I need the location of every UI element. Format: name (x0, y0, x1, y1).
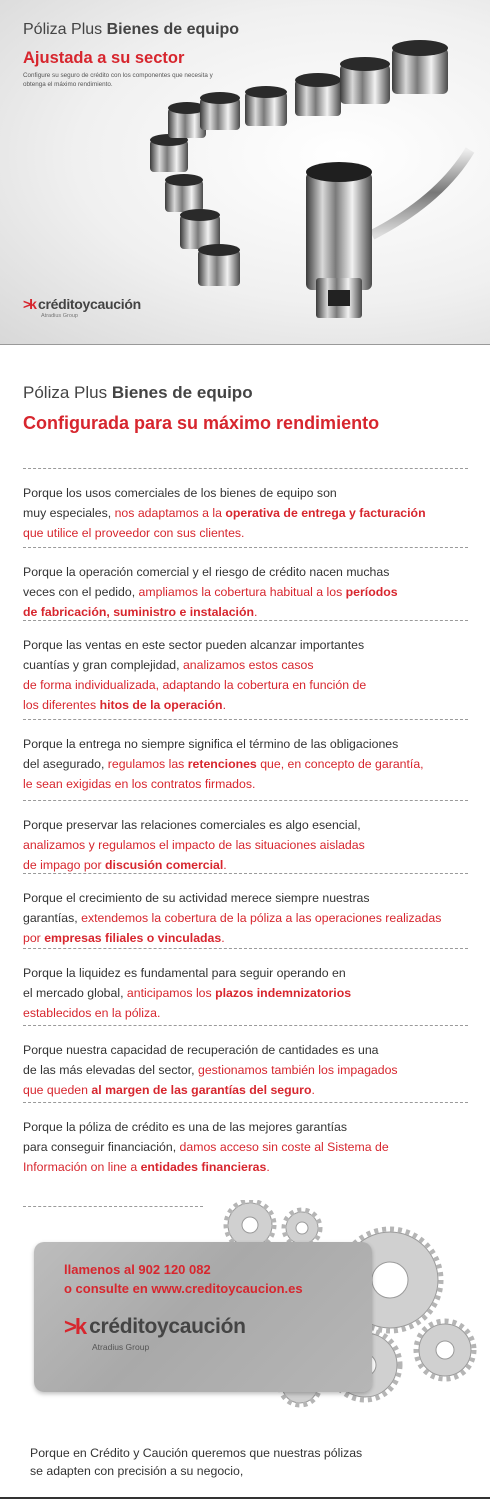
benefit-text-segment: Porque las ventas en este sector pueden alcanzar importantes cuantías y gran complejidad, (23, 638, 365, 672)
benefit-text-segment: . (223, 858, 227, 872)
benefit-text-segment: que, en concepto de garantía, le sean exigidas en los contratos firmados. (23, 757, 424, 791)
benefit-text-segment: Porque la póliza de crédito es una de las mejores garantías para conseguir financiación, (23, 1120, 348, 1154)
benefit-item (23, 948, 468, 1025)
card-brand-group: Atradius Group (92, 1342, 150, 1352)
section-subtitle: Configurada para su máximo rendimiento (23, 413, 380, 433)
section-title-bold: Bienes de equipo (111, 383, 253, 402)
card-brand-name: créditoycaución (89, 1315, 246, 1338)
benefit-text (23, 621, 468, 715)
closing-text: Porque en Crédito y Caución queremos que nuestras pólizas se adapten con precisión a su negocio, (30, 1446, 363, 1478)
benefit-text-segment: ampliamos la cobertura habitual a los (138, 585, 346, 599)
benefit-text-segment: operativa de entrega y facturación (225, 506, 426, 520)
benefit-text-segment: empresas filiales o vinculadas (44, 931, 222, 945)
benefit-text-segment: anticipamos los (126, 986, 216, 1000)
benefit-text (23, 469, 468, 543)
benefit-item (23, 1102, 468, 1181)
benefit-text-segment: extendemos la cobertura de la póliza a las operaciones realizadas por (23, 911, 442, 945)
benefit-text-segment: Porque la entrega no siempre significa el término de las obligaciones del asegurado, (23, 737, 399, 771)
benefit-text (23, 548, 468, 622)
benefit-text-segment: nos adaptamos a la (114, 506, 226, 520)
contact-phone[interactable]: llamenos al 902 120 082 (64, 1262, 211, 1277)
benefit-text-segment: discusión comercial (105, 858, 224, 872)
benefit-text-segment: . (221, 931, 225, 945)
hero-title (23, 21, 239, 39)
benefit-text-segment: Porque los usos comerciales de los bienes de equipo son muy especiales, (23, 486, 337, 520)
benefit-text-segment: . (253, 605, 258, 619)
list-end-divider (23, 1206, 203, 1207)
brand-arrow-mark: >k (23, 296, 35, 312)
benefit-text-segment: . (311, 1083, 315, 1097)
benefit-text (23, 801, 468, 875)
benefit-text (23, 949, 468, 1023)
hero-title-bold: Bienes de equipo (106, 21, 240, 38)
benefit-text (23, 874, 468, 948)
hero-banner (0, 0, 490, 344)
benefit-item (23, 547, 468, 620)
card-brand-arrow-mark: >k (64, 1314, 86, 1339)
hero-title-light: Póliza Plus (23, 21, 107, 38)
benefit-item (23, 873, 468, 948)
benefit-item (23, 1025, 468, 1102)
benefit-text-segment: plazos indemnizatorios (215, 986, 352, 1000)
card-brand-logo (64, 1314, 246, 1340)
benefit-text-segment: Porque preservar las relaciones comerciales es algo esencial, (23, 818, 361, 832)
hero-brand-logo (23, 296, 141, 312)
brand-name: créditoycaución (37, 296, 141, 312)
benefit-text-segment: retenciones (187, 757, 257, 771)
section-title-light: Póliza Plus (23, 383, 112, 402)
benefit-text-segment: que utilice el proveedor con sus clientes. (23, 526, 245, 540)
benefit-item (23, 620, 468, 719)
benefit-text-segment: gestionamos también los impagados que queden (23, 1063, 398, 1097)
benefit-text-segment: períodos de fabricación, suministro e instalación (23, 585, 398, 619)
benefit-text-segment: establecidos en la póliza. (23, 1006, 161, 1020)
benefit-text-segment: Porque la operación comercial y el riesgo de crédito nacen muchas veces con el pedido, (23, 565, 390, 599)
benefit-item (23, 468, 468, 547)
hero-subtitle: Ajustada a su sector (23, 49, 185, 67)
benefit-text (23, 1103, 468, 1177)
benefit-text-segment: regulamos las (107, 757, 188, 771)
benefit-text-segment: . (222, 698, 226, 712)
benefit-text-segment: . (266, 1160, 270, 1174)
benefit-text-segment: hitos de la operación (99, 698, 223, 712)
benefit-text-segment: Porque la liquidez es fundamental para seguir operando en el mercado global, (23, 966, 346, 1000)
page-bottom-rule (0, 1497, 490, 1499)
benefit-text-segment: analizamos y regulamos el impacto de las situaciones aisladas de impago por (23, 838, 365, 872)
benefit-text-segment: Porque nuestra capacidad de recuperación de cantidades es una de las más elevadas del sector, (23, 1043, 379, 1077)
benefit-text-segment: analizamos estos casos de forma individualizada, adaptando la cobertura en función de los diferentes (23, 658, 367, 712)
brand-group: Atradius Group (41, 313, 78, 319)
benefit-item (23, 800, 468, 873)
hero-description: Configure su seguro de crédito con los componentes que necesita y obtenga el máximo rendimiento. (23, 72, 213, 88)
hero-divider (0, 344, 490, 345)
benefit-text-segment: al margen de las garantías del seguro (91, 1083, 312, 1097)
large-socket (306, 162, 372, 318)
benefit-text-segment: damos acceso sin coste al Sistema de Información on line a (23, 1140, 389, 1174)
benefit-text-segment: Porque el crecimiento de su actividad merece siempre nuestras garantías, (23, 891, 370, 925)
benefit-text (23, 720, 468, 794)
benefit-item (23, 719, 468, 800)
contact-card (34, 1242, 372, 1392)
contact-website[interactable]: o consulte en www.creditoycaucion.es (64, 1281, 303, 1296)
benefit-text (23, 1026, 468, 1100)
benefits-list (23, 468, 468, 1181)
benefit-text-segment: entidades financieras (140, 1160, 267, 1174)
section-title (23, 383, 253, 403)
